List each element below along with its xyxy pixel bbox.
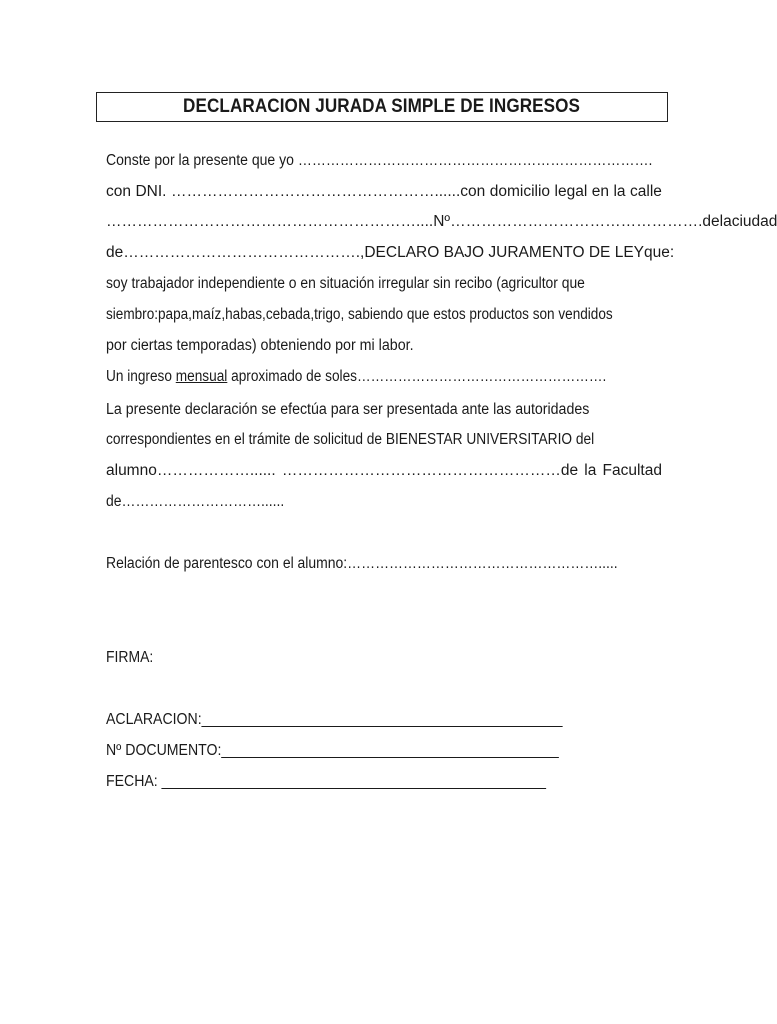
body-line-7: por ciertas temporadas) obteniendo por mi labor. — [106, 337, 414, 354]
body-word: calle — [630, 183, 662, 200]
body-word: DNI. — [135, 183, 167, 200]
body-word: ……………………………………………………....Nº…………………………………………. — [106, 213, 703, 230]
body-word: la — [719, 213, 732, 230]
body-word: DECLARO BAJO JURAMENTO DE LEY — [364, 244, 644, 261]
body-line-3 — [106, 212, 777, 232]
body-line-9: La presente declaración se efectúa para ser presentada ante las autoridades — [106, 401, 590, 418]
body-word: alumno………………...... — [106, 462, 276, 479]
body-line-6: siembro:papa,maíz,habas,cebada,trigo, sabiendo que estos productos son vendidos — [106, 306, 613, 323]
clarification-line: ACLARACION:______________________________________________ — [106, 711, 563, 728]
title-box — [96, 92, 668, 122]
body-text: Un ingreso — [106, 368, 176, 385]
date-line: FECHA: _________________________________________________ — [106, 773, 547, 790]
underlined-word: mensual — [175, 368, 228, 385]
body-word: la — [613, 183, 626, 200]
document-title: DECLARACION JURADA SIMPLE DE INGRESOS — [183, 96, 581, 117]
body-line-8 — [106, 367, 607, 387]
body-line-2 — [106, 182, 662, 202]
document-number-line: Nº DOCUMENTO:___________________________________________ — [106, 742, 559, 759]
body-word: ……………………………………………......con — [170, 183, 486, 200]
body-line-4 — [106, 243, 675, 263]
body-word: legal — [554, 183, 588, 200]
body-line-11 — [106, 461, 662, 481]
body-word: Facultad — [602, 462, 662, 479]
relationship-line: Relación de parentesco con el alumno:………………………………………………..... — [106, 555, 618, 572]
body-line-5: soy trabajador independiente o en situación irregular sin recibo (agricultor que — [106, 275, 585, 292]
body-line-12: de…………………………...... — [106, 493, 285, 510]
body-word: la — [584, 462, 597, 479]
body-text: aproximado de soles………………………………………………. — [227, 368, 607, 385]
body-word: en — [591, 183, 609, 200]
body-word: domicilio — [489, 183, 551, 200]
body-line-10: correspondientes en el trámite de solicitud de BIENESTAR UNIVERSITARIO del — [106, 431, 595, 448]
signature-label: FIRMA: — [106, 649, 154, 666]
body-line-1: Conste por la presente que yo …………………………………………………………………. — [106, 152, 653, 169]
body-word: ………………………………………………de — [281, 462, 579, 479]
body-word: ciudad — [731, 213, 777, 230]
body-word: que: — [644, 244, 675, 261]
body-word: de………………………………………., — [106, 244, 365, 261]
body-word: con — [106, 183, 131, 200]
body-word: de — [702, 213, 720, 230]
